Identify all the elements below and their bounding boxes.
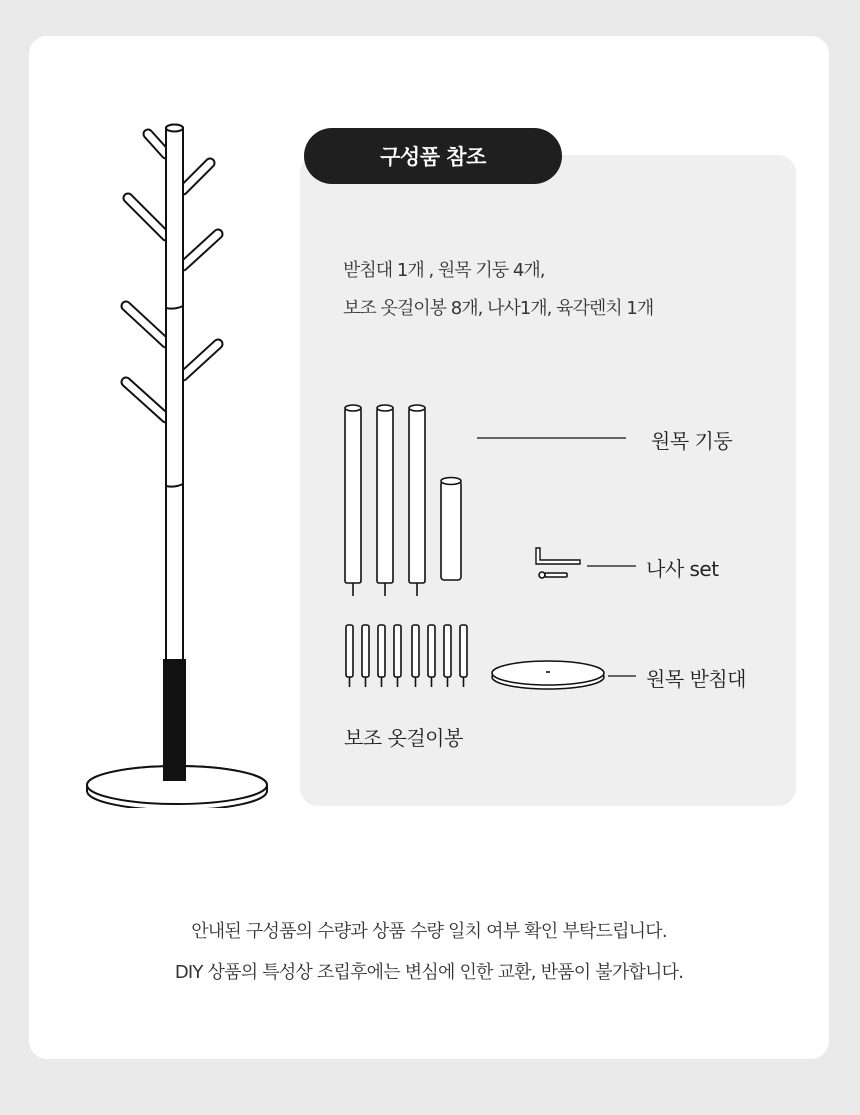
pegs — [346, 625, 467, 687]
notice-line-1: 안내된 구성품의 수량과 상품 수량 일치 여부 확인 부탁드립니다. — [191, 921, 667, 942]
pole-label: 원목 기둥 — [651, 429, 733, 453]
screw-set-label: 나사 set — [646, 557, 719, 581]
contents-list — [343, 252, 653, 328]
pole-3 — [409, 405, 425, 596]
coat-stand-illustration — [80, 118, 280, 808]
base-disc — [492, 661, 604, 689]
pole-2 — [377, 405, 393, 596]
pole-4 — [441, 478, 461, 581]
contents-line-2: 보조 옷걸이봉 8개, 나사1개, 육각렌치 1개 — [343, 298, 654, 319]
contents-line-1: 받침대 1개 , 원목 기둥 4개, — [343, 260, 545, 281]
peg-label: 보조 옷걸이봉 — [344, 726, 463, 750]
base-label: 원목 받침대 — [646, 667, 746, 691]
pole-1 — [345, 405, 361, 596]
section-title: 구성품 참조 — [304, 128, 562, 184]
notice-line-2: DIY 상품의 특성상 조립후에는 변심에 인한 교환, 반품이 불가합니다. — [174, 962, 684, 983]
